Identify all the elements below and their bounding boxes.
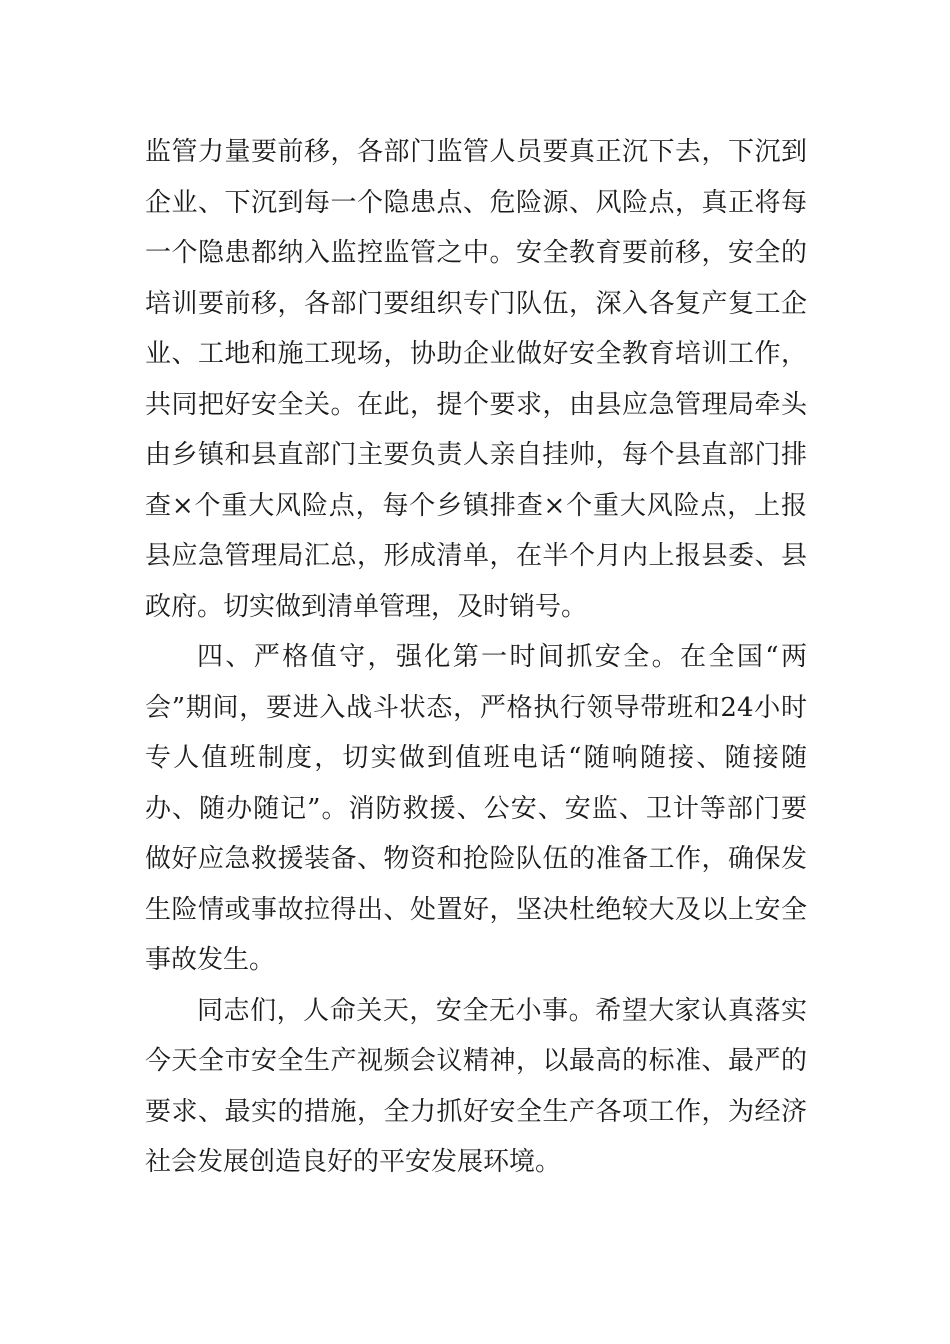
paragraph-closing: 同志们，人命关天，安全无小事。希望大家认真落实今天全市安全生产视频会议精神，以最高的标准、最严的要求、最实的措施，全力抓好安全生产各项工作，为经济社会发展创造良好的平安发展环境。	[145, 995, 807, 1177]
paragraph-section-four: 四、严格值守，强化第一时间抓安全。在全国“两会”期间，要进入战斗状态，严格执行领导带班和24小时专人值班制度，切实做到值班电话“随响随接、随接随办、随办随记”。消防救援、公安、安监、卫计等部门要做好应急救援装备、物资和抢险队伍的准备工作，确保发生险情或事故拉得出、处置好，坚决杜绝较大及以上安全事故发生。	[145, 642, 807, 975]
paragraph-supervision: 监管力量要前移，各部门监管人员要真正沉下去，下沉到企业、下沉到每一个隐患点、危险源、风险点，真正将每一个隐患都纳入监控监管之中。安全教育要前移，安全的培训要前移，各部门要组织专门队伍，深入各复产复工企业、工地和施工现场，协助企业做好安全教育培训工作，共同把好安全关。在此，提个要求，由县应急管理局牵头由乡镇和县直部门主要负责人亲自挂帅，每个县直部门排查×个重大风险点，每个乡镇排查×个重大风险点，上报县应急管理局汇总，形成清单，在半个月内上报县委、县政府。切实做到清单管理，及时销号。	[145, 137, 807, 622]
document-body	[145, 127, 807, 1188]
